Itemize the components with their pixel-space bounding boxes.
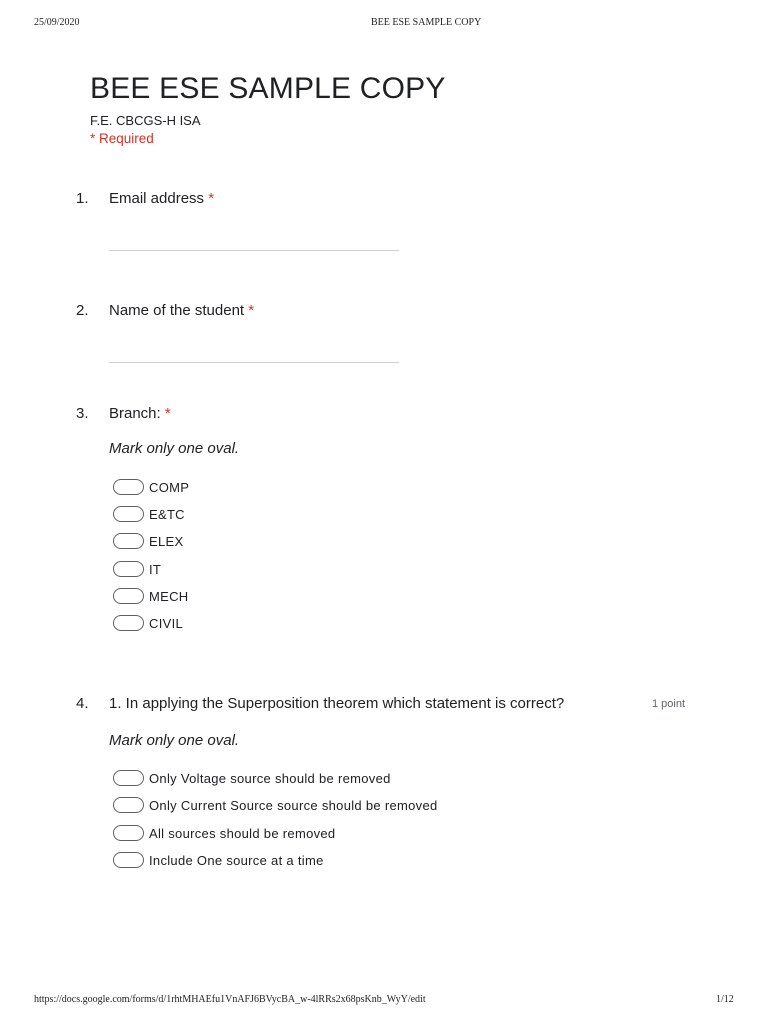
form-title: BEE ESE SAMPLE COPY bbox=[90, 72, 446, 105]
option-label: IT bbox=[149, 562, 162, 577]
question-label: Email address bbox=[109, 190, 205, 207]
page-number: 1/12 bbox=[716, 994, 734, 1005]
email-field[interactable] bbox=[109, 250, 399, 251]
radio-oval[interactable] bbox=[113, 770, 144, 786]
radio-oval[interactable] bbox=[113, 506, 144, 522]
question-number: 3. bbox=[76, 405, 89, 422]
question-label: Branch: bbox=[109, 405, 161, 422]
option-label: All sources should be removed bbox=[149, 826, 336, 841]
required-note: * Required bbox=[90, 131, 154, 146]
radio-oval[interactable] bbox=[113, 797, 144, 813]
radio-oval[interactable] bbox=[113, 825, 144, 841]
radio-oval[interactable] bbox=[113, 588, 144, 604]
radio-oval[interactable] bbox=[113, 533, 144, 549]
points-label: 1 point bbox=[652, 698, 686, 710]
question-text bbox=[109, 190, 214, 207]
print-date: 25/09/2020 bbox=[34, 17, 80, 28]
radio-oval[interactable] bbox=[113, 615, 144, 631]
option-label: ELEX bbox=[149, 534, 184, 549]
option-label: Only Current Source source should be removed bbox=[149, 798, 438, 813]
radio-oval[interactable] bbox=[113, 852, 144, 868]
print-header-title: BEE ESE SAMPLE COPY bbox=[371, 17, 482, 28]
radio-oval[interactable] bbox=[113, 479, 144, 495]
question-number: 2. bbox=[76, 302, 89, 319]
option-label: CIVIL bbox=[149, 616, 184, 631]
radio-oval[interactable] bbox=[113, 561, 144, 577]
student-name-field[interactable] bbox=[109, 362, 399, 363]
option-label: MECH bbox=[149, 589, 189, 604]
required-star: * bbox=[248, 302, 255, 319]
question-label: Name of the student bbox=[109, 302, 245, 319]
option-label: Only Voltage source should be removed bbox=[149, 771, 391, 786]
form-subtitle: F.E. CBCGS-H ISA bbox=[90, 113, 201, 128]
option-label: E&TC bbox=[149, 507, 185, 522]
print-url: https://docs.google.com/forms/d/1rhtMHAEfu1VnAFJ6BVycBA_w-4lRRs2x68psKnb_WyY/edit bbox=[34, 994, 426, 1005]
option-label: Include One source at a time bbox=[149, 853, 324, 868]
question-text bbox=[109, 405, 171, 422]
question-number: 1. bbox=[76, 190, 89, 207]
option-label: COMP bbox=[149, 480, 190, 495]
question-number: 4. bbox=[76, 695, 89, 712]
question-hint: Mark only one oval. bbox=[109, 732, 240, 749]
question-text: 1. In applying the Superposition theorem which statement is correct? bbox=[109, 695, 565, 712]
required-star: * bbox=[208, 190, 215, 207]
required-star: * bbox=[164, 405, 171, 422]
question-text bbox=[109, 302, 254, 319]
question-hint: Mark only one oval. bbox=[109, 440, 240, 457]
